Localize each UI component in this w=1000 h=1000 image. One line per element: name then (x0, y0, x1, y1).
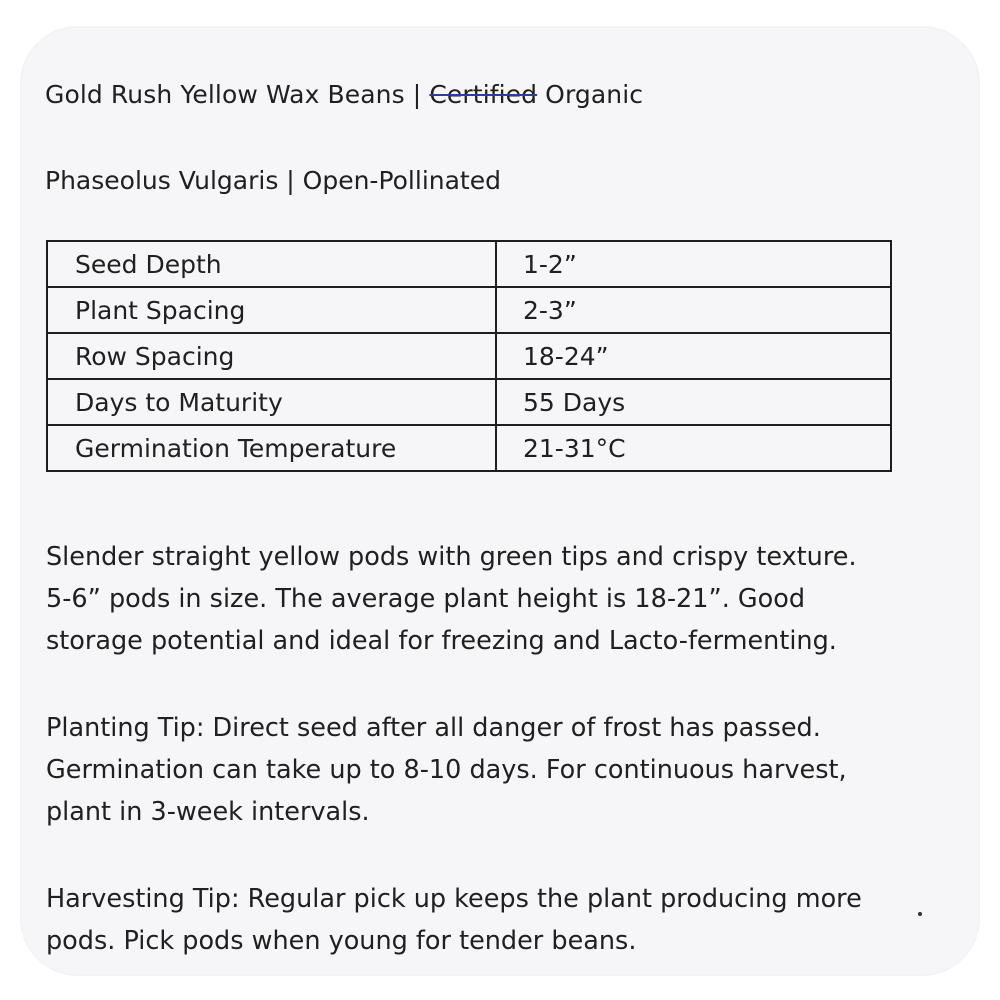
harvesting-tip-line: pods. Pick pods when young for tender beans. (46, 926, 637, 956)
description-line: storage potential and ideal for freezing and Lacto-fermenting. (46, 626, 837, 656)
planting-tip-paragraph (46, 707, 966, 833)
row-label: Days to Maturity (47, 379, 496, 425)
title-suffix: Organic (537, 80, 644, 109)
row-label: Row Spacing (47, 333, 496, 379)
planting-tip-line: plant in 3-week intervals. (46, 797, 370, 827)
row-label: Plant Spacing (47, 287, 496, 333)
row-label: Germination Temperature (47, 425, 496, 471)
row-label: Seed Depth (47, 241, 496, 287)
description-line: Slender straight yellow pods with green tips and crispy texture. (46, 542, 857, 572)
row-value: 21-31°C (496, 425, 891, 471)
planting-tip-line: Germination can take up to 8-10 days. For continuous harvest, (46, 755, 847, 785)
row-value: 1-2” (496, 241, 891, 287)
row-value: 18-24” (496, 333, 891, 379)
harvesting-tip-paragraph (46, 878, 966, 962)
row-value: 2-3” (496, 287, 891, 333)
table-row (47, 241, 891, 287)
table-row (47, 333, 891, 379)
botanical-subtitle: Phaseolus Vulgaris | Open-Pollinated (45, 166, 501, 195)
title-struck-word: Certified (429, 80, 538, 109)
table-row (47, 287, 891, 333)
ink-speck (918, 912, 922, 916)
seed-info-card (20, 26, 980, 976)
planting-tip-line: Planting Tip: Direct seed after all danger of frost has passed. (46, 713, 821, 743)
row-value: 55 Days (496, 379, 891, 425)
harvesting-tip-line: Harvesting Tip: Regular pick up keeps the plant producing more (46, 884, 862, 914)
description-paragraph (46, 536, 966, 662)
title-prefix: Gold Rush Yellow Wax Beans | (45, 80, 430, 109)
growing-info-table (46, 240, 892, 472)
description-line: 5-6” pods in size. The average plant height is 18-21”. Good (46, 584, 806, 614)
table-row (47, 379, 891, 425)
table-row (47, 425, 891, 471)
product-title (45, 80, 643, 109)
